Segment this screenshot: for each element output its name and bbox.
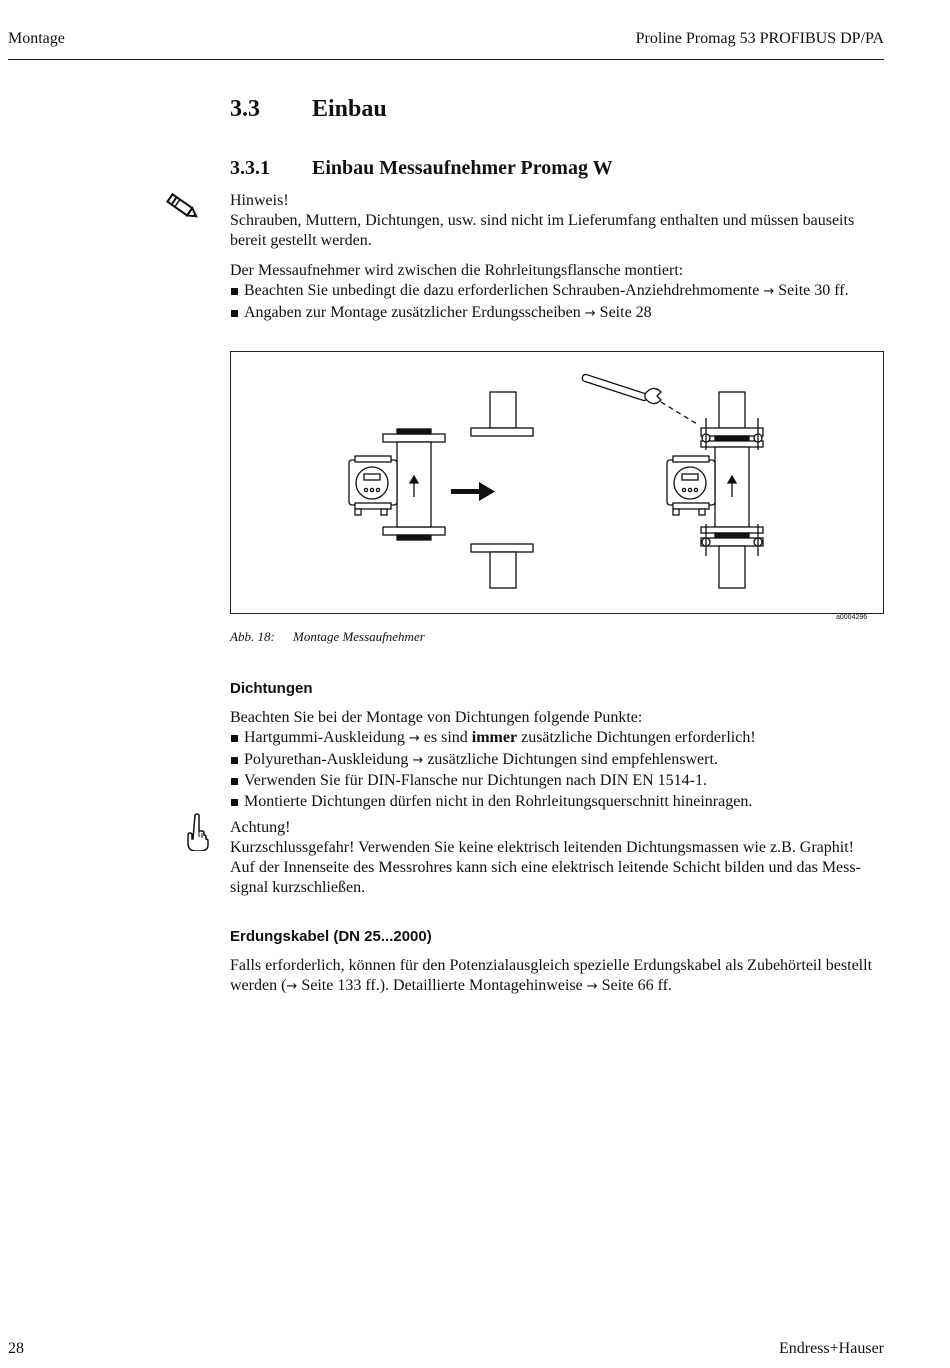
caption-text: Montage Messaufnehmer (293, 629, 425, 644)
intro-text: Der Messaufnehmer wird zwischen die Rohrleitungsflansche montiert: (230, 262, 684, 279)
figure-frame (230, 351, 884, 614)
subsection-heading (230, 157, 890, 180)
pencil-icon (163, 190, 201, 229)
arrow-icon: → (412, 752, 424, 768)
subsection-number: 3.3.1 (230, 157, 270, 179)
erdungskabel-heading: Erdungskabel (DN 25...2000) (230, 928, 432, 945)
header-rule (8, 59, 884, 60)
erdungskabel-block (230, 956, 890, 997)
warning-block (230, 818, 890, 898)
list-item: Verwenden Sie für DIN-Flansche nur Dichtungen nach DIN EN 1514-1. (230, 771, 890, 792)
page-number: 28 (8, 1340, 24, 1357)
dichtungen-heading: Dichtungen (230, 680, 313, 697)
erdungskabel-line-2: werden (→ Seite 133 ff.). Detaillierte Montagehinweise → Seite 66 ff. (230, 977, 672, 994)
brand-name: Endress+Hauser (779, 1340, 884, 1357)
arrow-icon: → (408, 731, 420, 746)
intro-bullet-list (230, 281, 890, 324)
bullet-text: Angaben zur Montage zusätzlicher Erdungsscheiben (244, 303, 581, 321)
page-reference: Seite 28 (599, 303, 652, 321)
list-item: Montierte Dichtungen dürfen nicht in den Rohrleitungsquerschnitt hineinragen. (230, 792, 890, 813)
installation-illustration (231, 352, 883, 613)
subsection-title: Einbau Messaufnehmer Promag W (312, 157, 613, 179)
emphasis-text: immer (471, 729, 518, 746)
pipe-bottom (490, 552, 516, 588)
list-item: Polyurethan-Auskleidung → zusätzliche Dichtungen sind empfehlenswert. (230, 750, 890, 772)
page-reference: Seite 30 ff. (778, 282, 849, 299)
warning-line-1: Kurzschlussgefahr! Verwenden Sie keine elektrisch leitenden Dichtungsmassen wie z.B. Graphit! (230, 839, 854, 856)
section-heading (230, 96, 890, 123)
caption-label: Abb. 18: (230, 629, 275, 644)
intro-block (230, 261, 890, 324)
note-label: Hinweis! (230, 192, 289, 209)
flange-top-left (383, 434, 445, 442)
arrow-icon: → (286, 979, 298, 994)
arrow-icon: → (586, 979, 598, 994)
warning-label: Achtung! (230, 819, 291, 836)
dichtungen-block (230, 708, 890, 812)
arrow-icon: → (584, 305, 596, 321)
dichtungen-intro: Beachten Sie bei der Montage von Dichtungen folgende Punkte: (230, 709, 643, 726)
running-header-section: Montage (8, 30, 65, 47)
section-number: 3.3 (230, 96, 260, 122)
warning-line-3: signal kurzschließen. (230, 879, 366, 896)
list-item: Hartgummi-Auskleidung → es sind immer zusätzliche Dichtungen erforderlich! (230, 728, 890, 750)
section-title: Einbau (312, 96, 387, 122)
warning-line-2: Auf der Innenseite des Messrohres kann sich eine elektrisch leitende Schicht bilden und das Mess- (230, 859, 861, 876)
dichtungen-bullet-list (230, 728, 890, 812)
figure-id: a0004296 (836, 614, 868, 621)
list-item (230, 281, 890, 303)
note-text: Schrauben, Muttern, Dichtungen, usw. sind nicht im Lieferumfang enthalten und müssen bauseits bereit gestellt werden. (230, 212, 855, 249)
note-block (230, 191, 890, 251)
bullet-text: Beachten Sie unbedingt die dazu erforderlichen Schrauben-Anziehdrehmomente (244, 282, 760, 299)
flange-bottom-left (383, 527, 445, 535)
running-header-product: Proline Promag 53 PROFIBUS DP/PA (635, 30, 884, 47)
figure-caption (230, 629, 425, 645)
list-item (230, 303, 890, 325)
erdungskabel-line-1: Falls erforderlich, können für den Potenzialausgleich spezielle Erdungskabel als Zubehörteil bestellt (230, 957, 873, 974)
move-arrow (479, 482, 495, 501)
arrow-icon: → (763, 284, 775, 299)
pointing-hand-icon (186, 813, 210, 856)
pipe-top (490, 392, 516, 428)
wrench-illustration (581, 374, 661, 404)
